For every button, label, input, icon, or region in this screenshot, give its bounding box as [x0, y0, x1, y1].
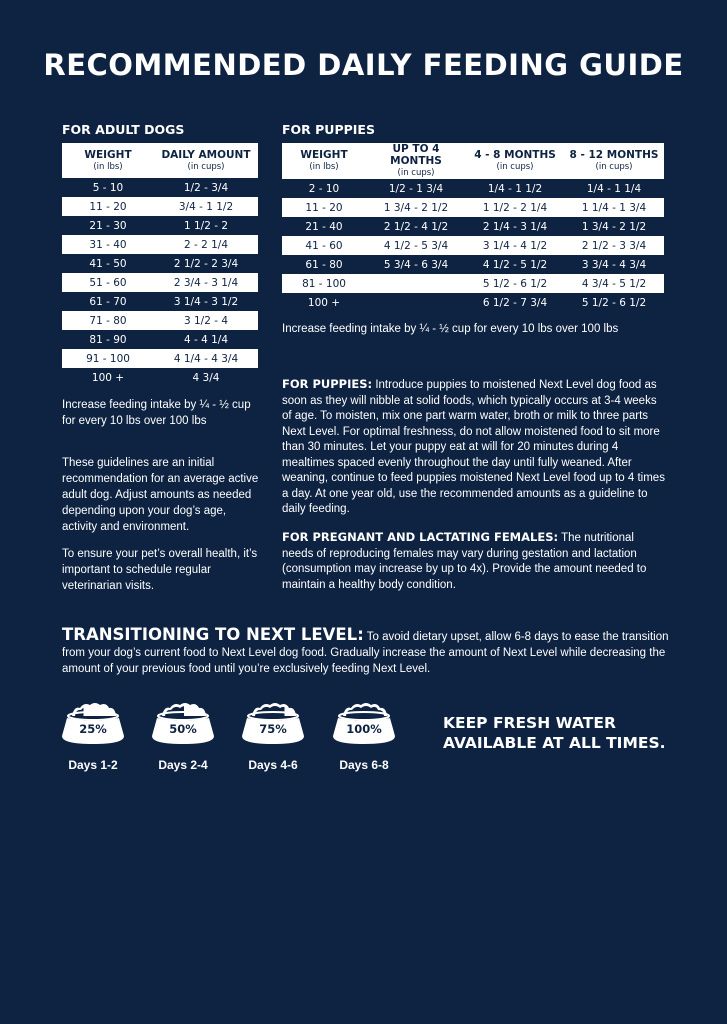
transition-label: TRANSITIONING TO NEXT LEVEL:	[62, 625, 364, 644]
weight-cell: 100 +	[307, 296, 341, 309]
amount-cell: 1/2 - 3/4	[183, 181, 229, 194]
8-12-months-cell: 5 1/2 - 6 1/2	[581, 296, 647, 309]
weight-cell: 11 - 20	[282, 198, 366, 217]
transition-days-label: Days 2-4	[158, 758, 208, 772]
puppy-heading: FOR PUPPIES	[282, 122, 375, 137]
weight-cell: 11 - 20	[62, 197, 154, 216]
weight-cell: 61 - 70	[89, 295, 127, 308]
weight-cell: 91 - 100	[62, 349, 154, 368]
up-to-4-months-header: UP TO 4 MONTHS (in cups)	[366, 143, 466, 179]
adult-guideline-text: These guidelines are an initial recommendation for an average active adult dog. Adjust amounts as needed depending upon your dog’s age, activity and environment.	[62, 457, 259, 533]
table-row	[282, 217, 664, 236]
8-12-months-cell: 2 1/2 - 3 3/4	[564, 236, 664, 255]
transition-days-label: Days 6-8	[339, 758, 389, 772]
table-row	[62, 368, 258, 387]
amount-cell: 2 3/4 - 3 1/4	[154, 273, 258, 292]
4-8-months-header: 4 - 8 MONTHS (in cups)	[466, 143, 564, 179]
weight-cell: 100 +	[91, 371, 125, 384]
weight-cell: 21 - 30	[89, 219, 127, 232]
amount-cell: 1 1/2 - 2	[183, 219, 229, 232]
weight-cell: 51 - 60	[62, 273, 154, 292]
puppy-feeding-table	[282, 143, 664, 312]
weight-cell: 81 - 90	[89, 333, 127, 346]
up-to-4-months-cell: 4 1/2 - 5 3/4	[366, 236, 466, 255]
pregnant-paragraph-text: The nutritional needs of reproducing females may vary during gestation and lactation (consumption may increase by up to 4x). Provide the amount needed to maintain a healthy body condition.	[282, 532, 647, 591]
transition-paragraph	[62, 627, 672, 677]
adult-feeding-table	[62, 143, 258, 387]
food-bowl-icon	[331, 700, 397, 746]
weight-header: WEIGHT (in lbs)	[282, 143, 366, 179]
transition-text: To avoid dietary upset, allow 6-8 days to ease the transition from your dog’s current food to Next Level dog food. Gradually increase the amount of Next Level while decreasing the amount of your previous food until you’re exclusively feeding Next Level.	[62, 631, 669, 675]
amount-header: DAILY AMOUNT (in cups)	[154, 143, 258, 178]
4-8-months-cell: 1 1/2 - 2 1/4	[466, 198, 564, 217]
food-bowl-icon	[60, 700, 126, 746]
amount-cell: 3/4 - 1 1/2	[154, 197, 258, 216]
8-12-months-cell: 4 3/4 - 5 1/2	[564, 274, 664, 293]
table-header-row	[282, 143, 664, 179]
table-row	[62, 254, 258, 273]
puppy-increase-note: Increase feeding intake by ¼ - ½ cup for every 10 lbs over 100 lbs	[282, 323, 619, 335]
amount-cell: 4 - 4 1/4	[183, 333, 229, 346]
weight-cell: 61 - 80	[305, 258, 343, 271]
weight-cell: 21 - 40	[305, 220, 343, 233]
table-row	[62, 178, 258, 197]
up-to-4-months-cell	[366, 274, 466, 293]
pregnant-paragraph-label: FOR PREGNANT AND LACTATING FEMALES:	[282, 530, 559, 544]
puppy-paragraph-text: Introduce puppies to moistened Next Level dog food as soon as they will nibble at solid foods, which typically occurs at 3-4 weeks of age. To moisten, mix one part warm water, broth or milk to three parts Next Level. For optimal freshness, do not allow moistened food to sit more than 30 minutes. Let your puppy eat at will for 20 minutes during 4 mealtimes spaced evenly throughout the day until fully weaned. After weaning, continue to feed puppies moistened Next Level food up to 4 times a day. At one year old, use the recommended amounts as a guideline to daily feeding.	[282, 379, 665, 515]
up-to-4-months-cell: 2 1/2 - 4 1/2	[383, 220, 449, 233]
table-row	[282, 274, 664, 293]
4-8-months-cell: 6 1/2 - 7 3/4	[482, 296, 548, 309]
table-row	[62, 292, 258, 311]
transition-days-label: Days 1-2	[68, 758, 118, 772]
table-row	[62, 349, 258, 368]
water-line-1: KEEP FRESH WATER	[443, 714, 616, 732]
fresh-water-notice	[443, 713, 666, 753]
8-12-months-cell: 1 3/4 - 2 1/2	[581, 220, 647, 233]
up-to-4-months-cell: 1 3/4 - 2 1/2	[366, 198, 466, 217]
adult-increase-note: Increase feeding intake by ¼ - ½ cup for every 10 lbs over 100 lbs	[62, 399, 251, 427]
4-8-months-cell: 1/4 - 1 1/2	[487, 182, 543, 195]
weight-header: WEIGHT (in lbs)	[62, 143, 154, 178]
page-title: RECOMMENDED DAILY FEEDING GUIDE	[43, 48, 684, 82]
table-row	[62, 197, 258, 216]
8-12-months-cell: 1 1/4 - 1 3/4	[564, 198, 664, 217]
table-row	[62, 235, 258, 254]
table-row	[282, 255, 664, 274]
8-12-months-cell: 3 3/4 - 4 3/4	[581, 258, 647, 271]
amount-cell: 4 1/4 - 4 3/4	[154, 349, 258, 368]
up-to-4-months-cell: 5 3/4 - 6 3/4	[383, 258, 449, 271]
weight-cell: 41 - 60	[282, 236, 366, 255]
puppy-paragraph-label: FOR PUPPIES:	[282, 377, 373, 391]
bowl-percentage: 100%	[346, 722, 382, 736]
amount-cell: 2 - 2 1/4	[154, 235, 258, 254]
amount-cell: 3 1/4 - 3 1/2	[173, 295, 239, 308]
8-12-months-cell: 1/4 - 1 1/4	[586, 182, 642, 195]
up-to-4-months-cell	[366, 293, 466, 312]
bowl-percentage: 25%	[79, 722, 107, 736]
amount-cell: 4 3/4	[192, 371, 220, 384]
amount-cell: 2 1/2 - 2 3/4	[173, 257, 239, 270]
puppy-paragraph	[282, 377, 667, 518]
table-row	[62, 311, 258, 330]
adult-heading: FOR ADULT DOGS	[62, 122, 185, 137]
water-line-2: AVAILABLE AT ALL TIMES.	[443, 734, 666, 752]
weight-cell: 41 - 50	[89, 257, 127, 270]
table-row	[282, 179, 664, 198]
weight-cell: 31 - 40	[62, 235, 154, 254]
4-8-months-cell: 4 1/2 - 5 1/2	[482, 258, 548, 271]
table-row	[282, 198, 664, 217]
up-to-4-months-cell: 1/2 - 1 3/4	[388, 182, 444, 195]
table-row	[62, 216, 258, 235]
bowl-percentage: 50%	[169, 722, 197, 736]
food-bowl-icon	[240, 700, 306, 746]
table-row	[282, 236, 664, 255]
4-8-months-cell: 5 1/2 - 6 1/2	[466, 274, 564, 293]
vet-visit-text: To ensure your pet’s overall health, it’s important to schedule regular veterinarian visits.	[62, 548, 258, 592]
4-8-months-cell: 2 1/4 - 3 1/4	[482, 220, 548, 233]
weight-cell: 81 - 100	[282, 274, 366, 293]
pregnant-paragraph	[282, 530, 667, 593]
weight-cell: 71 - 80	[62, 311, 154, 330]
table-row	[62, 330, 258, 349]
weight-cell: 5 - 10	[92, 181, 124, 194]
table-row	[282, 293, 664, 312]
4-8-months-cell: 3 1/4 - 4 1/2	[466, 236, 564, 255]
amount-cell: 3 1/2 - 4	[154, 311, 258, 330]
weight-cell: 2 - 10	[308, 182, 340, 195]
transition-days-label: Days 4-6	[248, 758, 298, 772]
food-bowl-icon	[150, 700, 216, 746]
bowl-percentage: 75%	[259, 722, 287, 736]
8-12-months-header: 8 - 12 MONTHS (in cups)	[564, 143, 664, 179]
table-row	[62, 273, 258, 292]
table-header-row	[62, 143, 258, 178]
